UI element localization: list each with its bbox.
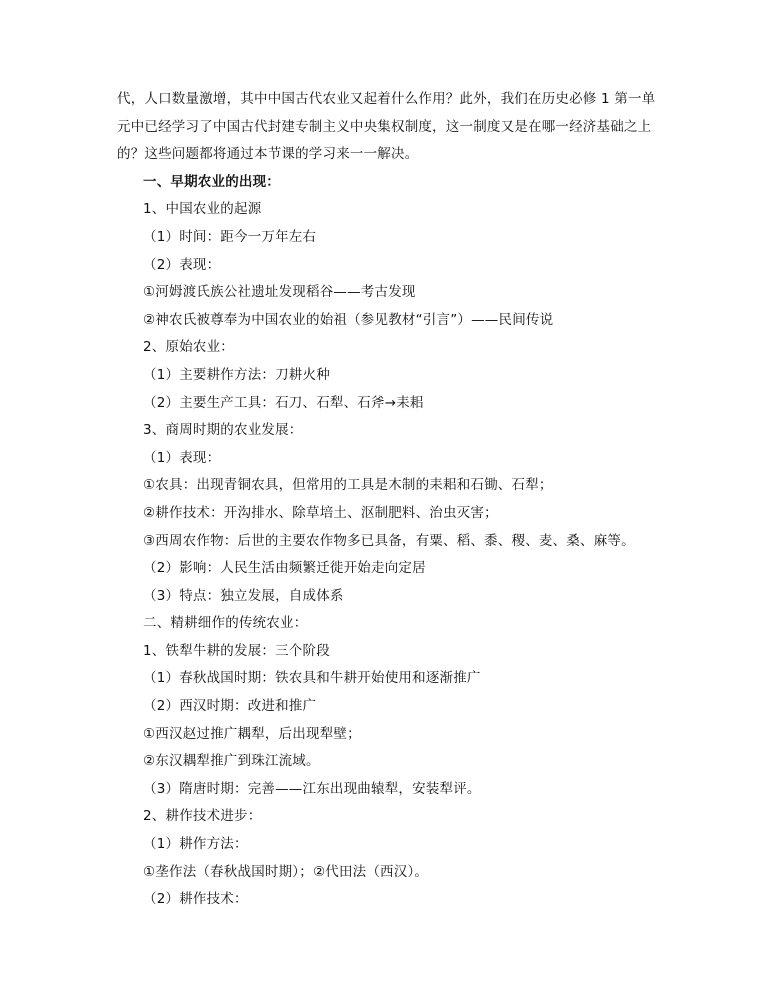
text-line: 1、中国农业的起源 <box>143 201 262 218</box>
text-line: ②东汉耦犁推广到珠江流域。 <box>143 753 320 770</box>
text-line: （1）主要耕作方法：刀耕火种 <box>143 366 330 383</box>
text-line: ①垄作法（春秋战国时期）；②代田法（西汉）。 <box>143 863 429 880</box>
text-line: （1）耕作方法： <box>143 836 248 853</box>
text-line: （2）耕作技术： <box>143 891 248 908</box>
text-line: 二、精耕细作的传统农业： <box>143 615 308 632</box>
text-line: ②神农氏被尊奉为中国农业的始祖（参见教材“引言”）——民间传说 <box>143 311 554 328</box>
text-line: 的？这些问题都将通过本节课的学习来一一解决。 <box>117 146 419 163</box>
text-line: （3）特点：独立发展，自成体系 <box>143 587 344 604</box>
text-line: ①河姆渡氏族公社遗址发现稻谷——考古发现 <box>143 284 416 301</box>
text-line: ③西周农作物：后世的主要农作物多已具备，有粟、稻、黍、稷、麦、桑、麻等。 <box>143 532 635 549</box>
text-line: （3）隋唐时期：完善——江东出现曲辕犁，安装犁评。 <box>143 780 481 797</box>
text-line: ①农具：出现青铜农具，但常用的工具是木制的耒耜和石锄、石犁； <box>143 477 553 494</box>
text-line: 2、耕作技术进步： <box>143 808 262 825</box>
text-line: （2）西汉时期：改进和推广 <box>143 698 317 715</box>
text-line: （1）表现： <box>143 449 221 466</box>
document-body <box>117 86 657 914</box>
text-line: （2）主要生产工具：石刀、石犁、石斧→耒耜 <box>143 394 424 411</box>
text-line: （1）春秋战国时期：铁农具和牛耕开始使用和逐渐推广 <box>143 670 481 687</box>
text-line: （2）表现： <box>143 256 221 273</box>
text-line: 1、铁犁牛耕的发展：三个阶段 <box>143 642 330 659</box>
text-line: ②耕作技术：开沟排水、除草培土、沤制肥料、治虫灭害； <box>143 504 498 521</box>
text-line: ①西汉赵过推广耦犁，后出现犁壁； <box>143 725 361 742</box>
text-line: 2、原始农业： <box>143 339 234 356</box>
text-line: 3、商周时期的农业发展： <box>143 422 303 439</box>
text-line: 元中已经学习了中国古代封建专制主义中央集权制度，这一制度又是在哪一经济基础之上 <box>117 118 652 135</box>
section-heading: 一、早期农业的出现： <box>143 173 280 190</box>
text-line: 代，人口数量激增，其中中国古代农业又起着什么作用？此外，我们在历史必修 1 第一单 <box>117 91 656 107</box>
text-line: （1）时间：距今一万年左右 <box>143 228 317 245</box>
text-line: （2）影响：人民生活由频繁迁徙开始走向定居 <box>143 560 426 577</box>
